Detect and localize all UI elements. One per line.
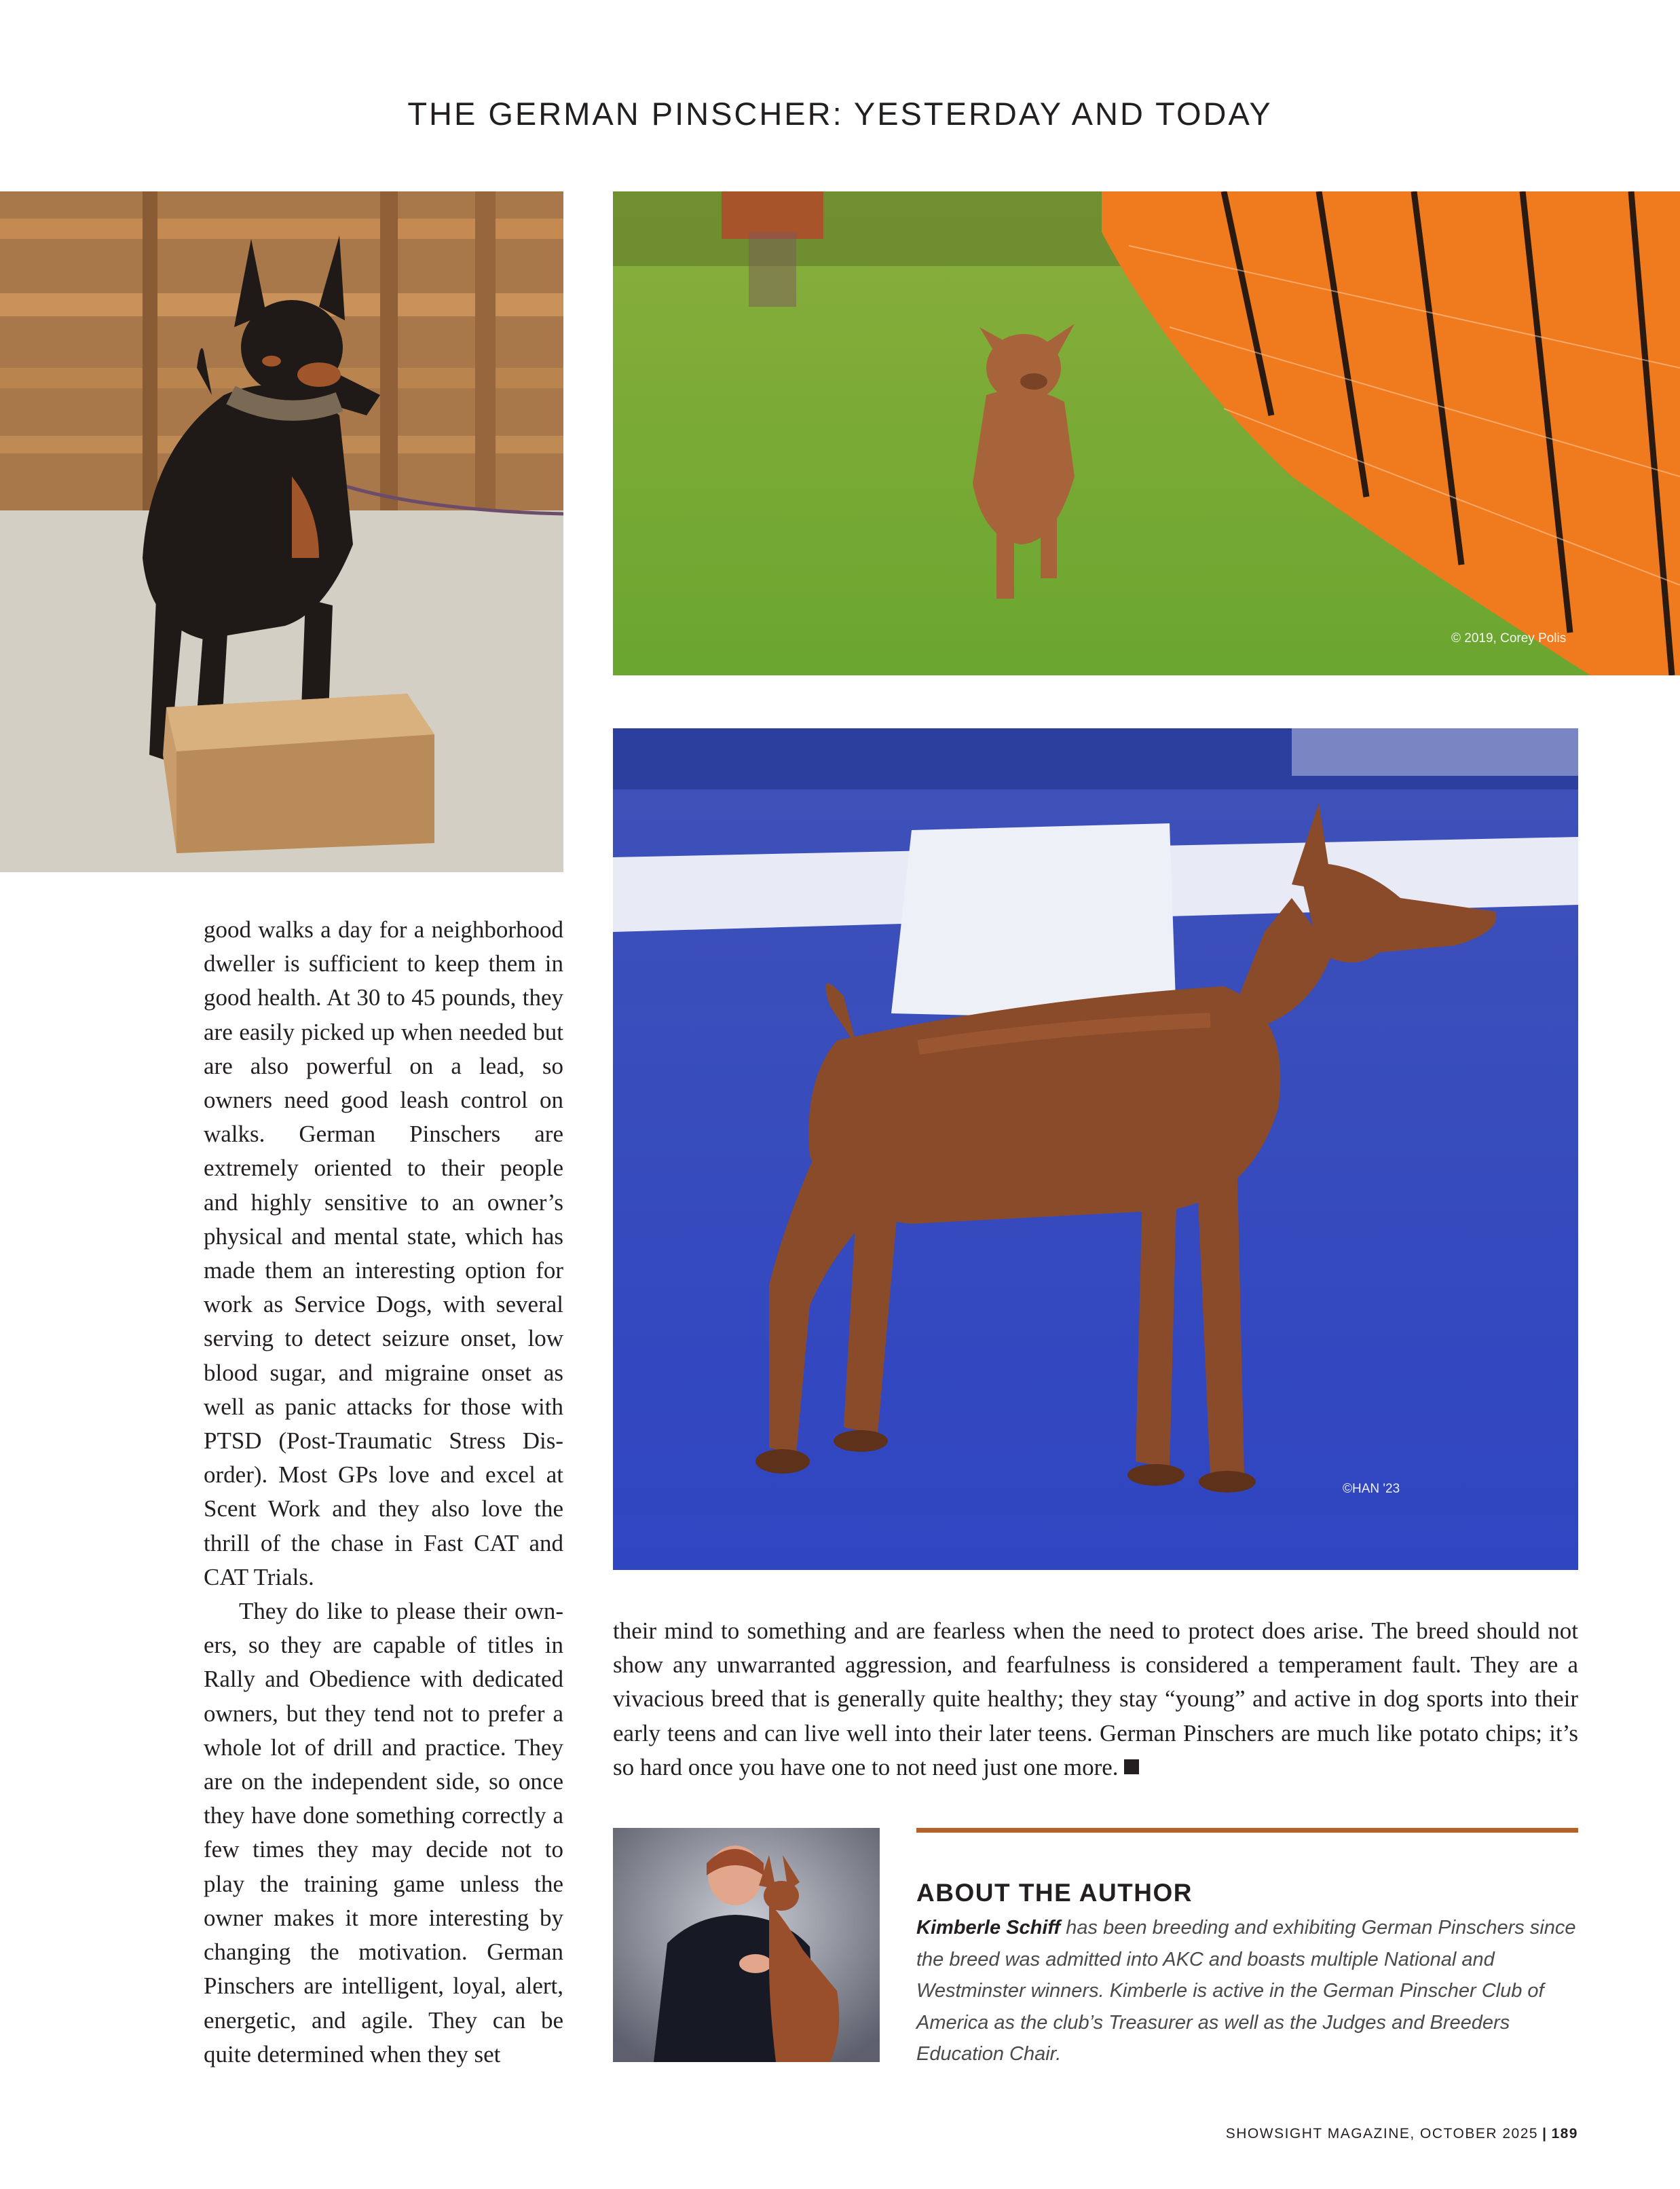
page-footer xyxy=(1226,2126,1578,2142)
footer-separator: | xyxy=(1542,2126,1548,2141)
article-closing-text: their mind to something and are fearless when the need to protect does arise. The breed should not show any unwarranted aggression, and fearfulness is considered a temperament fault. They are a vivacious breed that is generally quite healthy; they stay “young” and active in dog sports into their early teens and can live well into their later teens. German Pinschers are much like potato chips; it’s so hard once you have one to not need just one more. xyxy=(613,1617,1578,1780)
article-paragraph: good walks a day for a neighborhood dweller is sufficient to keep them in good health. At 30 to 45 pounds, they are easily picked up when needed but are also powerful on a lead, so owners need good leash control on walks. German Pinschers are extremely oriented to their people and highly sensitive to an owner’s physical and mental state, which has made them an interesting option for work as Service Dogs, with several serving to detect seizure onset, low blood sugar, and migraine onset as well as panic attacks for those with PTSD (Post-Traumatic Stress Disorder). Most GPs love and excel at Scent Work and they also love the thrill of the chase in Fast CAT and CAT Trials. xyxy=(204,916,563,1590)
photo-author-with-dog xyxy=(613,1828,880,2062)
photo-pinscher-with-box xyxy=(0,191,563,872)
end-of-article-mark xyxy=(1124,1759,1139,1774)
article-paragraph: They do like to please their owners, so they are capable of titles in Rally and Obedience with dedicated owners, but they tend not to prefer a whole lot of drill and practice. They are on the independent side, so once they have done something correctly a few times they may decide not to play the training game unless the owner makes it more interesting by changing the motivation. German Pinschers are intelligent, loyal, alert, energetic, and agile. They can be quite determined when they set xyxy=(204,1598,563,2068)
about-author-heading: ABOUT THE AUTHOR xyxy=(916,1879,1193,1907)
article-right-column xyxy=(613,1614,1578,1784)
article-paragraph-closing xyxy=(613,1614,1578,1784)
page-number: 189 xyxy=(1551,2126,1578,2141)
author-bio-text: has been breeding and exhibiting German Pinschers since the breed was admitted into AKC and boasts multiple National and Westminster winners. Kimberle is active in the German Pinscher Club of America as the club’s Treasurer as well as the Judges and Breeders Education Chair. xyxy=(916,1917,1576,2065)
article-left-column xyxy=(204,913,563,2072)
about-author-bio xyxy=(916,1912,1578,2070)
page-header-title: THE GERMAN PINSCHER: YESTERDAY AND TODAY xyxy=(407,96,1273,132)
photo-pinscher-running xyxy=(613,191,1680,675)
footer-publication: SHOWSIGHT MAGAZINE, OCTOBER 2025 xyxy=(1225,2126,1539,2141)
author-name: Kimberle Schiff xyxy=(916,1917,1061,1939)
about-author-rule xyxy=(916,1828,1578,1833)
photo-credit-han: ©HAN '23 xyxy=(1343,1482,1400,1496)
photo-pinscher-show-stack xyxy=(613,728,1578,1570)
photo-credit-corey-polis: © 2019, Corey Polis xyxy=(1451,631,1567,646)
